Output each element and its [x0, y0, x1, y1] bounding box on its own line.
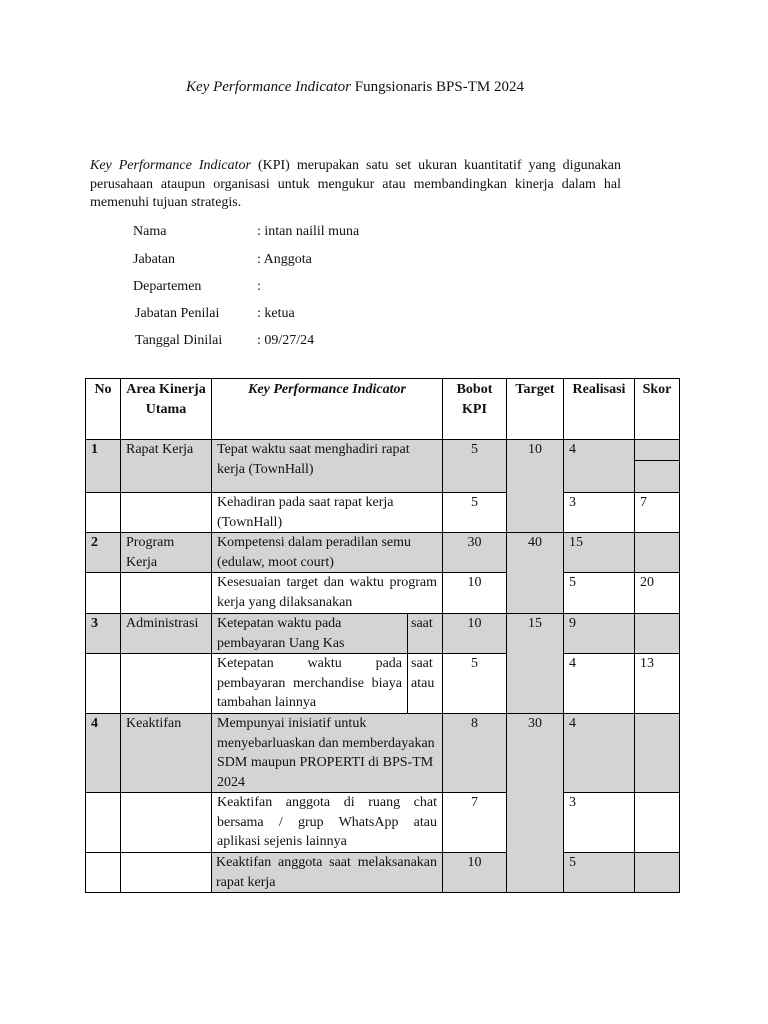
info-label-departemen: Departemen	[133, 279, 202, 294]
title-italic: Key Performance Indicator	[186, 79, 351, 95]
header-bobot: Bobot KPI	[443, 379, 507, 440]
cell-realisasi: 5	[564, 573, 635, 614]
info-label-jabatan: Jabatan	[133, 252, 175, 267]
cell-no: 1	[86, 440, 121, 493]
cell-no	[86, 493, 121, 533]
info-value-nama: : intan nailil muna	[257, 224, 360, 239]
table-row	[86, 654, 680, 714]
cell-kpi-side: saat atau	[408, 654, 443, 714]
cell-bobot: 5	[443, 493, 507, 533]
cell-no	[86, 853, 121, 893]
cell-bobot: 10	[443, 614, 507, 654]
table-row	[86, 493, 680, 533]
cell-no	[86, 654, 121, 714]
info-value-tanggal-dinilai: : 09/27/24	[257, 333, 315, 348]
cell-skor	[635, 533, 680, 573]
cell-kpi: Ketepatan waktu pada pembayaran merchandise biaya tambahan lainnya	[212, 654, 408, 714]
cell-realisasi: 4	[564, 654, 635, 714]
cell-area	[121, 573, 212, 614]
cell-kpi: Keaktifan anggota saat melaksanakan rapat kerja	[212, 853, 443, 893]
header-no: No	[86, 379, 121, 440]
cell-target: 10	[507, 440, 564, 533]
info-value-jabatan-penilai: : ketua	[257, 306, 295, 321]
cell-realisasi: 15	[564, 533, 635, 573]
cell-kpi: Kehadiran pada saat rapat kerja (TownHall)	[212, 493, 443, 533]
table-row	[86, 614, 680, 654]
cell-kpi: Ketepatan waktu pada pembayaran Uang Kas	[212, 614, 408, 654]
table-row	[86, 533, 680, 573]
intro-paragraph	[90, 157, 621, 213]
cell-area: Keaktifan	[121, 714, 212, 793]
cell-skor	[635, 793, 680, 853]
intro-rest: (KPI) merupakan satu set ukuran kuantitatif yang digunakan perusahaan ataupun organisasi untuk mengukur atau membandingkan kinerja dalam hal memenuhi tujuan strategis.	[90, 158, 622, 210]
cell-bobot: 10	[443, 573, 507, 614]
cell-kpi: Mempunyai inisiatif untuk menyebarluaskan dan memberdayakan SDM maupun PROPERTI di BPS-TM 2024	[212, 714, 443, 793]
info-label-nama: Nama	[133, 224, 167, 239]
cell-bobot: 10	[443, 853, 507, 893]
header-realisasi: Realisasi	[564, 379, 635, 440]
table-header-row	[86, 379, 680, 440]
cell-realisasi: 4	[564, 440, 635, 493]
cell-skor: 20	[635, 573, 680, 614]
cell-kpi: Kesesuaian target dan waktu program kerja yang dilaksanakan	[212, 573, 443, 614]
skor-split-top	[635, 440, 679, 461]
table-row	[86, 853, 680, 893]
cell-skor	[635, 440, 680, 493]
table-row	[86, 714, 680, 793]
info-value-jabatan: : Anggota	[257, 252, 312, 267]
cell-realisasi: 9	[564, 614, 635, 654]
document-title	[0, 79, 710, 96]
cell-no	[86, 573, 121, 614]
cell-skor: 13	[635, 654, 680, 714]
cell-realisasi: 3	[564, 793, 635, 853]
cell-area	[121, 493, 212, 533]
intro-italic: Key Performance Indicator	[90, 158, 251, 173]
info-label-tanggal-dinilai: Tanggal Dinilai	[135, 333, 223, 348]
cell-realisasi: 4	[564, 714, 635, 793]
cell-kpi: Tepat waktu saat menghadiri rapat kerja (TownHall)	[212, 440, 443, 493]
cell-area	[121, 853, 212, 893]
cell-skor	[635, 714, 680, 793]
cell-no	[86, 793, 121, 853]
info-value-departemen: :	[257, 279, 261, 294]
header-target: Target	[507, 379, 564, 440]
cell-bobot: 5	[443, 440, 507, 493]
cell-target: 15	[507, 614, 564, 714]
cell-skor	[635, 614, 680, 654]
header-skor: Skor	[635, 379, 680, 440]
cell-target: 40	[507, 533, 564, 614]
cell-bobot: 30	[443, 533, 507, 573]
table-row	[86, 440, 680, 493]
header-area: Area Kinerja Utama	[121, 379, 212, 440]
table-row	[86, 573, 680, 614]
cell-skor: 7	[635, 493, 680, 533]
cell-area	[121, 654, 212, 714]
cell-no: 3	[86, 614, 121, 654]
cell-bobot: 7	[443, 793, 507, 853]
cell-skor	[635, 853, 680, 893]
header-kpi-text: Key Performance Indicator	[248, 382, 406, 397]
cell-area	[121, 793, 212, 853]
title-rest: Fungsionaris BPS-TM 2024	[351, 79, 524, 95]
cell-kpi: Keaktifan anggota di ruang chat bersama / grup WhatsApp atau aplikasi sejenis lainnya	[212, 793, 443, 853]
cell-area: Rapat Kerja	[121, 440, 212, 493]
cell-realisasi: 5	[564, 853, 635, 893]
table-row	[86, 793, 680, 853]
cell-no: 4	[86, 714, 121, 793]
cell-realisasi: 3	[564, 493, 635, 533]
info-label-jabatan-penilai: Jabatan Penilai	[135, 306, 220, 321]
kpi-table	[85, 378, 680, 893]
cell-area: Administrasi	[121, 614, 212, 654]
skor-split-bottom	[635, 461, 679, 491]
cell-target: 30	[507, 714, 564, 893]
cell-bobot: 8	[443, 714, 507, 793]
cell-kpi-side: saat	[408, 614, 443, 654]
cell-bobot: 5	[443, 654, 507, 714]
cell-no: 2	[86, 533, 121, 573]
cell-area: Program Kerja	[121, 533, 212, 573]
header-kpi	[212, 379, 443, 440]
cell-kpi: Kompetensi dalam peradilan semu (edulaw, moot court)	[212, 533, 443, 573]
